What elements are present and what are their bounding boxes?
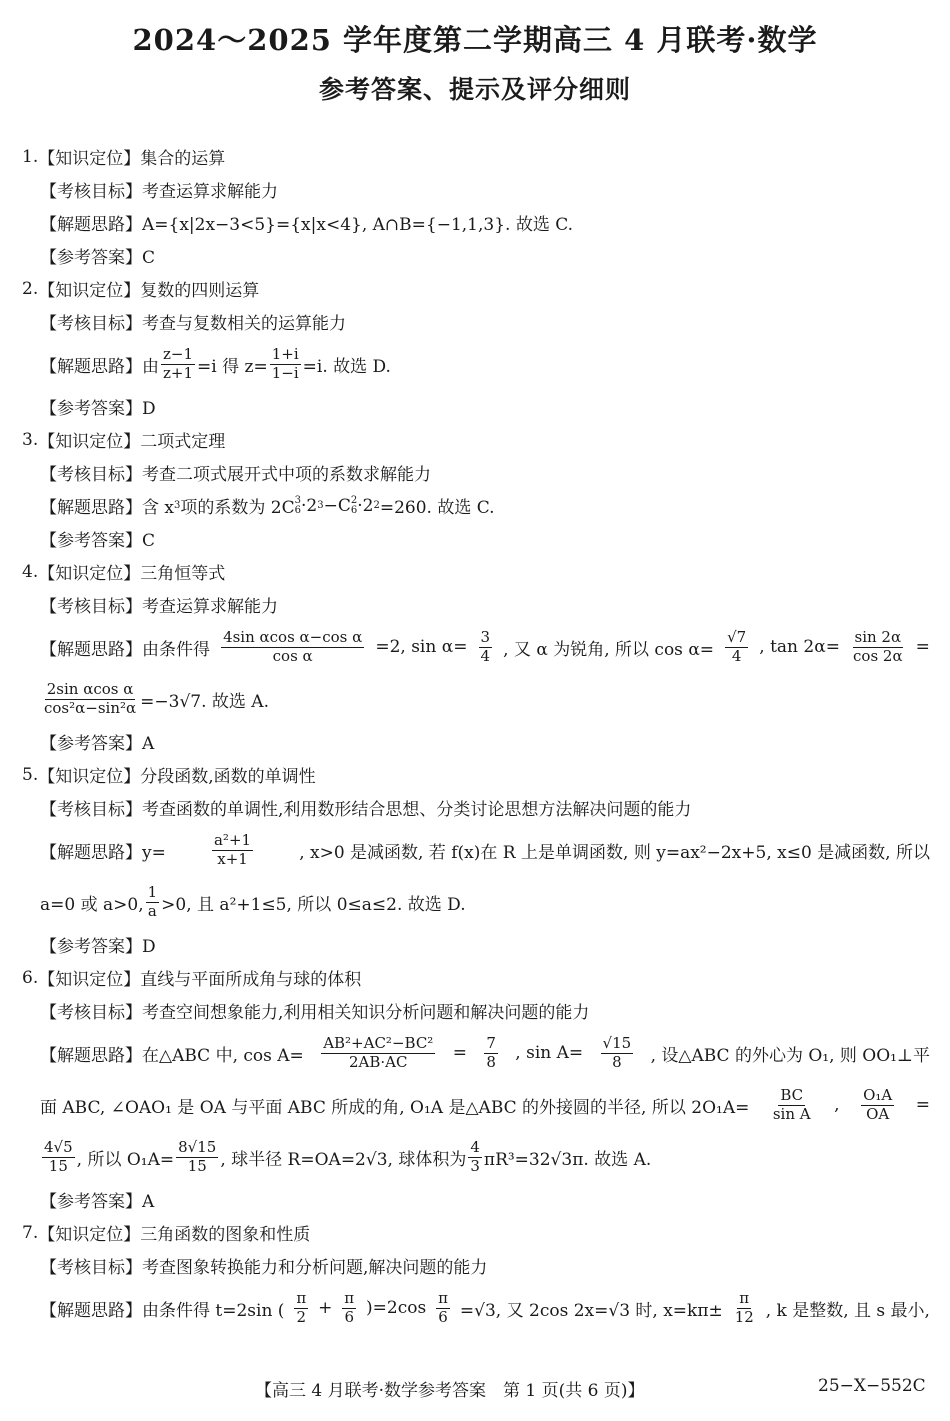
text-segment: , 球半径 R=OA=2√3, 球体积为: [220, 1149, 467, 1170]
text-segment: , x>0 是减函数, 若 f(x)在 R 上是单调函数, 则 y=ax²−2x+5, x≤0 是减函数, 所以: [299, 842, 930, 863]
line-content: [22, 427, 225, 452]
question-7: [22, 1216, 932, 1334]
text-segment: 【考核目标】考查与复数相关的运算能力: [40, 314, 346, 334]
text-segment: 【参考答案】D: [40, 399, 156, 419]
text-segment: ·2: [300, 495, 318, 516]
answer-line: [22, 876, 932, 928]
text-segment: 【知识定位】三角函数的图象和性质: [38, 1225, 311, 1245]
numerator: 3: [480, 628, 491, 647]
text-segment: 【解题思路】y=: [40, 842, 166, 863]
answer-line: [22, 791, 932, 824]
line-content: [22, 965, 361, 990]
answer-line: [22, 621, 930, 673]
denominator: 3: [470, 1156, 480, 1175]
text-segment: 项的系数为 2C: [180, 498, 295, 518]
numerator: 4: [470, 1138, 480, 1157]
answer-line: [22, 1079, 930, 1131]
text-segment: 【参考答案】A: [40, 734, 155, 754]
denominator: cos α: [272, 646, 313, 665]
text-segment: , tan 2α=: [759, 637, 840, 657]
fraction: [436, 1290, 450, 1326]
fraction: [733, 1290, 756, 1326]
answer-line: [22, 1249, 932, 1282]
numerator: 4sin αcos α−cos α: [223, 628, 363, 647]
text-segment: =i. 故选 D.: [302, 356, 391, 377]
question-2: [22, 272, 932, 423]
document-title: 2024～2025 学年度第二学期高三 4 月联考·数学: [132, 23, 818, 57]
numerator: 4√5: [44, 1138, 73, 1157]
text-segment: 【解题思路】由条件得: [40, 639, 210, 660]
answer-line: [22, 1183, 932, 1216]
text-segment: , 设△ABC 的外心为 O₁, 则 OO₁⊥平: [650, 1045, 930, 1066]
superscript: 2: [373, 500, 380, 511]
question-5: [22, 758, 932, 961]
text-segment: 【知识定位】直线与平面所成角与球的体积: [38, 970, 362, 990]
question-number: 3.: [22, 429, 39, 450]
denominator: cos²α−sin²α: [44, 698, 137, 717]
answer-line: [22, 390, 932, 423]
numerator: 7: [486, 1034, 496, 1053]
numerator: π: [739, 1289, 750, 1308]
question-6: [22, 961, 932, 1216]
text-segment: a=0 或 a>0,: [40, 894, 144, 915]
line-content: [40, 795, 691, 820]
answer-line: [22, 272, 932, 305]
text-segment: 【知识定位】分段函数,函数的单调性: [38, 767, 316, 787]
numerator: π: [296, 1289, 307, 1308]
subscript: 6: [294, 504, 301, 516]
denominator: 8: [486, 1052, 496, 1071]
answer-line: [22, 456, 932, 489]
line-content: [40, 832, 930, 868]
denominator: 2: [296, 1307, 307, 1326]
denominator: 6: [344, 1307, 354, 1326]
fraction: [479, 629, 493, 665]
question-1: [22, 140, 932, 272]
numerator: √15: [602, 1034, 632, 1053]
text-segment: πR³=32√3π. 故选 A.: [483, 1149, 652, 1170]
fraction: [851, 629, 905, 665]
text-segment: =√3, 又 2cos 2x=√3 时, x=kπ±: [459, 1300, 723, 1321]
question-number: 6.: [22, 967, 39, 988]
denominator: 15: [187, 1156, 207, 1175]
fraction: [342, 1290, 356, 1326]
fraction: [212, 832, 253, 868]
line-content: [22, 762, 316, 787]
answer-line: [22, 928, 932, 961]
answer-line: [22, 1282, 930, 1334]
line-content: [40, 932, 156, 957]
line-content: [40, 526, 155, 551]
text-segment: 【参考答案】C: [40, 531, 156, 551]
denominator: 12: [734, 1307, 754, 1326]
line-content: [22, 1220, 310, 1245]
answer-line: [22, 173, 932, 206]
numerator: O₁A: [863, 1086, 893, 1105]
text-segment: =: [915, 1095, 930, 1115]
text-segment: )=2cos: [366, 1298, 427, 1318]
numerator: BC: [780, 1086, 804, 1105]
line-content: [40, 394, 156, 419]
fraction: [321, 1035, 435, 1071]
denominator: 1−i: [271, 363, 299, 382]
line-content: [40, 1187, 154, 1212]
text-segment: 【解题思路】在△ABC 中, cos A=: [40, 1045, 304, 1066]
answer-line: [22, 305, 932, 338]
answer-line: [22, 961, 932, 994]
page-footer: 【高三 4 月联考·数学参考答案 第 1 页(共 6 页)】: [255, 1381, 645, 1401]
text-segment: 面 ABC, ∠OAO₁ 是 OA 与平面 ABC 所成的角, O₁A 是△ABC 的外接圆的半径, 所以 2O₁A=: [40, 1097, 750, 1118]
numerator: AB²+AC²−BC²: [323, 1034, 434, 1053]
line-content: [40, 210, 573, 235]
line-content: [40, 884, 466, 920]
text-segment: 【考核目标】考查二项式展开式中项的系数求解能力: [40, 465, 431, 485]
text-segment: 【解题思路】由: [40, 356, 159, 377]
line-content: [40, 1139, 651, 1175]
answer-line: [22, 1216, 932, 1249]
answer-line: [22, 673, 932, 725]
denominator: a: [147, 901, 157, 920]
text-segment: , 又 α 为锐角, 所以 cos α=: [503, 639, 715, 660]
numerator: sin 2α: [854, 628, 902, 647]
answer-line: [22, 758, 932, 791]
answer-list: [22, 140, 932, 1334]
numerator: 1: [147, 883, 158, 902]
line-content: [40, 243, 155, 268]
text-segment: , k 是整数, 且 s 最小,: [765, 1300, 930, 1321]
text-segment: +: [318, 1298, 333, 1318]
document-subtitle: 参考答案、提示及评分细则: [318, 75, 631, 104]
text-segment: >0, 且 a²+1≤5, 所以 0≤a≤2. 故选 D.: [161, 894, 466, 915]
text-segment: , 所以 O₁A=: [76, 1149, 175, 1170]
denominator: 4: [480, 646, 491, 665]
answer-line: [22, 725, 932, 758]
question-number: 4.: [22, 561, 39, 582]
question-number: 1.: [22, 146, 39, 167]
numerator: z−1: [163, 345, 194, 364]
numerator: a²+1: [213, 831, 252, 850]
fraction: [270, 346, 301, 382]
text-segment: =2, sin α=: [375, 637, 468, 657]
denominator: cos 2α: [853, 646, 903, 665]
numerator: 1+i: [271, 345, 299, 364]
question-4: [22, 555, 932, 758]
line-content: [40, 592, 278, 617]
question-number: 2.: [22, 278, 39, 299]
fraction: [861, 1087, 894, 1123]
answer-line: [22, 423, 932, 456]
line-content: [40, 998, 589, 1023]
text-segment: 【参考答案】A: [40, 1192, 155, 1212]
superscript: 2: [350, 494, 358, 506]
fraction: [294, 1290, 308, 1326]
numerator: √7: [727, 628, 747, 647]
line-content: [40, 629, 930, 665]
text-segment: 【参考答案】D: [40, 937, 156, 957]
text-segment: 【考核目标】考查空间想象能力,利用相关知识分析问题和解决问题的能力: [40, 1003, 590, 1023]
text-segment: 【考核目标】考查运算求解能力: [40, 182, 278, 202]
answer-line: [22, 206, 932, 239]
denominator: 8: [612, 1052, 622, 1071]
answer-line: [22, 994, 932, 1027]
text-segment: 【知识定位】二项式定理: [38, 432, 226, 452]
answer-line: [22, 1027, 930, 1079]
fraction: [771, 1087, 813, 1123]
fraction: [42, 1139, 75, 1175]
text-segment: 【解题思路】由条件得 t=2sin (: [40, 1300, 285, 1321]
text-segment: =: [915, 637, 930, 657]
denominator: 2AB·AC: [349, 1052, 408, 1071]
question-number: 7.: [22, 1222, 39, 1243]
text-segment: =−3√7. 故选 A.: [140, 691, 269, 712]
fraction: [601, 1035, 634, 1071]
text-segment: =: [452, 1043, 467, 1063]
answer-line: [22, 588, 932, 621]
text-segment: 【考核目标】考查运算求解能力: [40, 597, 278, 617]
question-number: 5.: [22, 764, 39, 785]
text-segment: 【知识定位】复数的四则运算: [38, 281, 260, 301]
denominator: 6: [438, 1307, 448, 1326]
numerator: 8√15: [178, 1138, 217, 1157]
line-content: [40, 1087, 930, 1123]
text-segment: 【知识定位】三角恒等式: [38, 564, 226, 584]
text-segment: ·2: [357, 495, 374, 516]
line-content: [40, 493, 495, 518]
text-segment: 【考核目标】考查函数的单调性,利用数形结合思想、分类讨论思想方法解决问题的能力: [40, 800, 692, 820]
answer-line: [22, 140, 932, 173]
text-segment: =i 得 z=: [197, 356, 268, 377]
line-content: [40, 729, 154, 754]
fraction: [468, 1139, 482, 1175]
fraction: [176, 1139, 218, 1175]
answer-line: [22, 1131, 932, 1183]
numerator: π: [438, 1289, 448, 1308]
document-code: 25−X−552C: [818, 1376, 926, 1396]
text-segment: 【参考答案】C: [40, 248, 156, 268]
denominator: OA: [866, 1104, 890, 1123]
fraction: [161, 346, 195, 382]
subscript: 6: [350, 504, 358, 516]
line-content: [40, 309, 346, 334]
line-content: [22, 276, 259, 301]
line-content: [40, 1035, 930, 1071]
numerator: π: [344, 1289, 355, 1308]
text-segment: 【考核目标】考查图象转换能力和分析问题,解决问题的能力: [40, 1258, 488, 1278]
answer-line: [22, 555, 932, 588]
text-segment: ,: [834, 1095, 840, 1115]
superscript: 3: [174, 500, 181, 511]
denominator: x+1: [217, 849, 248, 868]
answer-line: [22, 824, 930, 876]
fraction: [42, 681, 138, 717]
question-3: [22, 423, 932, 555]
line-content: [40, 460, 431, 485]
line-content: [40, 346, 391, 382]
denominator: 15: [48, 1156, 68, 1175]
text-segment: 【解题思路】含 x: [40, 498, 174, 518]
answer-line: [22, 489, 932, 522]
denominator: 4: [731, 646, 742, 665]
answer-line: [22, 239, 932, 272]
text-segment: =260. 故选 C.: [379, 498, 495, 518]
line-content: [22, 144, 225, 169]
superscript: 3: [317, 500, 324, 511]
line-content: [22, 559, 225, 584]
text-segment: 【解题思路】A={x|2x−3<5}={x|x<4}, A∩B={−1,1,3}. 故选 C.: [40, 215, 574, 235]
denominator: sin A: [772, 1104, 811, 1123]
line-content: [40, 1253, 487, 1278]
denominator: z+1: [163, 363, 194, 382]
line-content: [40, 177, 278, 202]
fraction: [221, 629, 364, 665]
fraction: [725, 629, 748, 665]
fraction: [146, 884, 160, 920]
answer-line: [22, 338, 932, 390]
answer-line: [22, 522, 932, 555]
fraction: [484, 1035, 498, 1071]
text-segment: −C: [323, 495, 351, 516]
superscript: 3: [294, 494, 301, 506]
numerator: 2sin αcos α: [46, 680, 134, 699]
text-segment: 【知识定位】集合的运算: [38, 149, 226, 169]
line-content: [40, 1290, 930, 1326]
line-content: [40, 681, 269, 717]
text-segment: , sin A=: [515, 1043, 584, 1063]
